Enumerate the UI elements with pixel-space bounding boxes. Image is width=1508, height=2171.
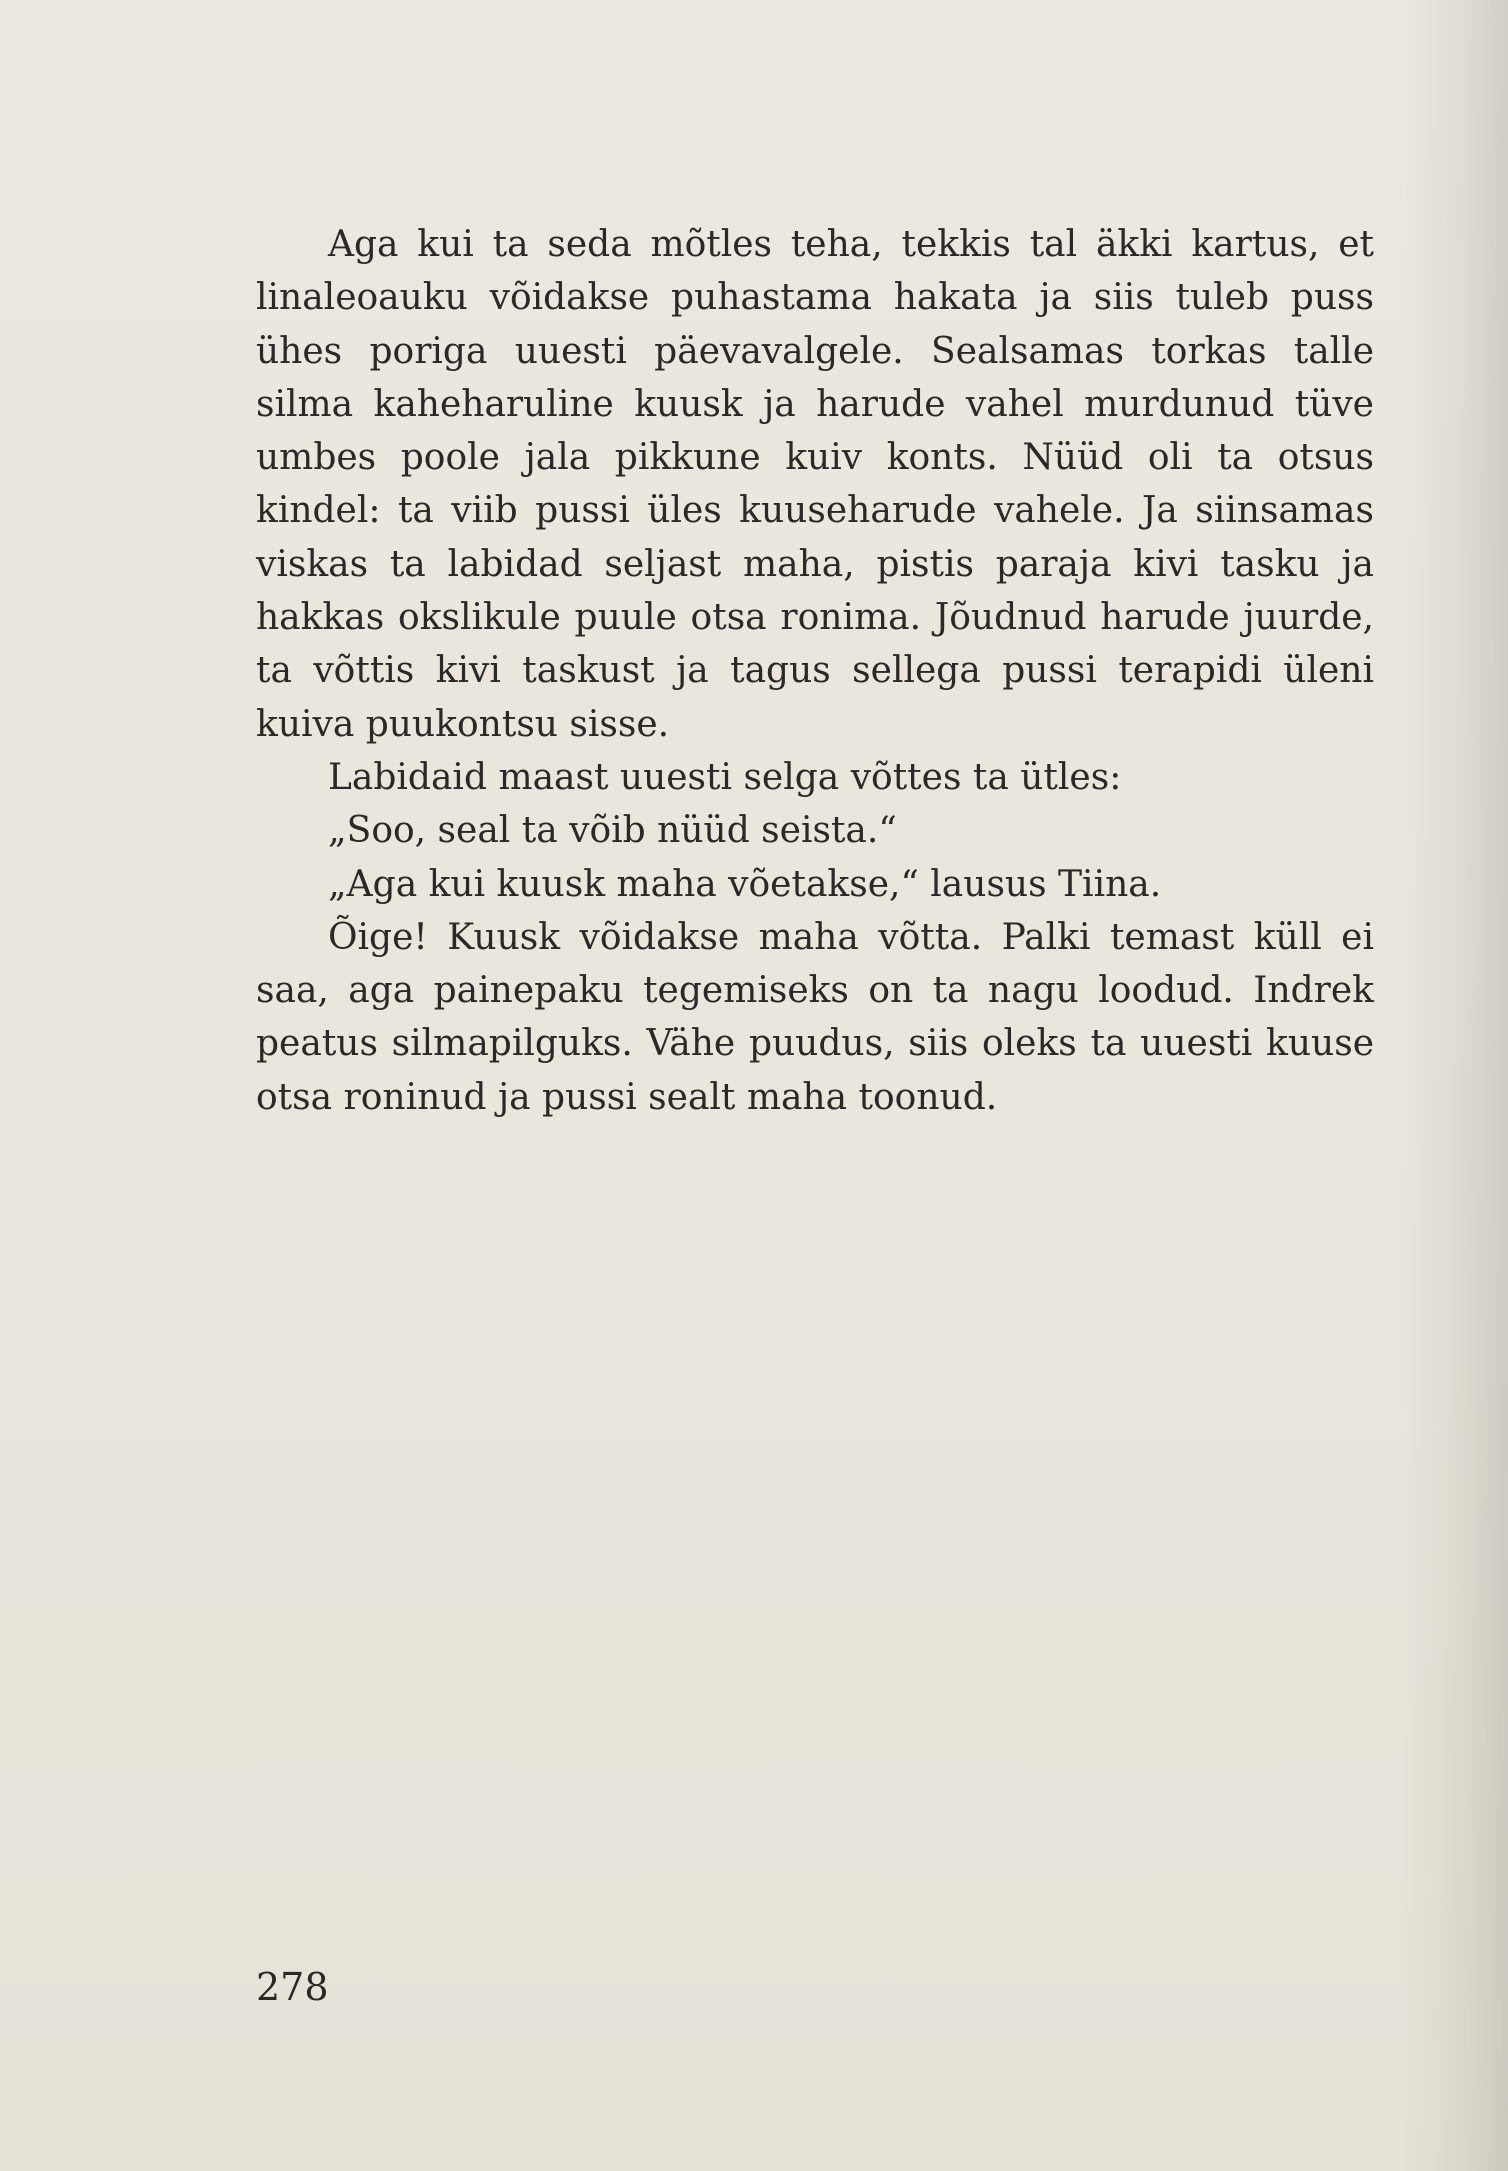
paragraph: „Soo, seal ta võib nüüd seista.“ [328,810,897,852]
paragraph: Õige! Kuusk võidakse maha võtta. Palki temast küll ei saa, aga painepaku tegemiseks on ta nagu loodud. Indrek peatus silmapilguks. Vähe puudus, siis oleks ta uuesti kuuse otsa roninud ja pussi sealt maha toonud. [256,916,1374,1118]
paragraph: Aga kui ta seda mõtles teha, tekkis tal äkki kartus, et linaleoauku võidakse puhastama hakata ja siis tuleb puss ühes poriga uuesti päevavalgele. Sealsamas torkas talle silma kaheharuline kuusk ja harude vahel murdunud tüve umbes poole jala pikkune kuiv konts. Nüüd oli ta otsus kindel: ta viib pussi üles kuuseharude vahele. Ja siinsamas viskas ta labidad seljast maha, pistis paraja kivi tasku ja hakkas okslikule puule otsa ronima. Jõudnud harude juurde, ta võttis kivi taskust ja tagus sellega pussi terapidi üleni kuiva puukontsu sisse. [256,224,1374,745]
page-number: 278 [256,1965,329,2009]
paragraph: „Aga kui kuusk maha võetakse,“ lausus Tiina. [328,863,1162,905]
paragraph: Labidaid maast uuesti selga võttes ta ütles: [328,756,1122,798]
body-text [256,218,1374,1124]
